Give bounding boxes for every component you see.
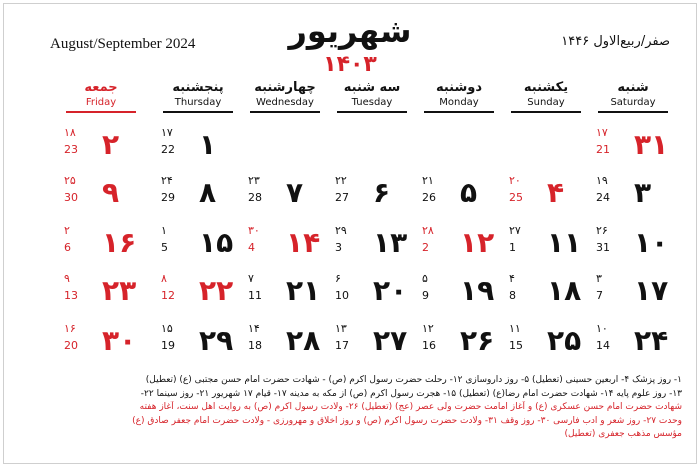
gregorian-day-number: 8 [509,289,516,302]
hijri-day-number: ۱۳ [335,322,347,335]
hijri-day-number: ۷ [248,272,254,285]
gregorian-day-number: 10 [335,289,349,302]
hijri-day-number: ۱۵ [161,322,173,335]
persian-year: ۱۴۰۳ [323,52,377,77]
hijri-day-number: ۲۵ [64,174,76,187]
weekday-header [414,80,504,108]
holiday-line: شهادت حضرت امام حسن عسکری (ع) و آغاز امامت حضرت ولی عصر (عج) (تعطیل) ۲۶- ولادت رسول اکرم (ص) به روایت اهل سنت، آغاز هفته [139,402,682,412]
hijri-day-number: ۱ [161,224,167,237]
persian-month-title: شهریور [288,12,412,50]
weekday-fa-label: شنبه [617,80,649,95]
gregorian-day-number: 19 [161,339,175,352]
weekday-fa-label: پنجشنبه [172,80,224,95]
gregorian-day-number: 3 [335,241,342,254]
hijri-month-title: صفر/ربیع‌الاول ۱۴۴۶ [561,34,670,49]
day-cell[interactable] [242,316,328,366]
weekday-en-label: Saturday [610,97,656,108]
gregorian-day-number: 12 [161,289,175,302]
hijri-day-number: ۸ [161,272,167,285]
gregorian-day-number: 11 [248,289,262,302]
hijri-day-number: ۳۰ [248,224,260,237]
hijri-day-number: ۲۹ [335,224,347,237]
weekday-fa-label: دوشنبه [435,80,483,95]
gregorian-day-number: 1 [509,241,516,254]
weekday-underline [163,111,233,113]
persian-day-number: ۱۰ [634,226,669,259]
gregorian-day-number: 27 [335,191,349,204]
gregorian-day-number: 15 [509,339,523,352]
persian-day-number: ۸ [199,176,217,209]
weekday-fa-label: جمعه [84,80,118,95]
gregorian-day-number: 7 [596,289,603,302]
weekday-header [327,80,417,108]
weekday-underline [424,111,494,113]
persian-day-number: ۳۰ [102,324,137,357]
weekday-header [153,80,243,108]
gregorian-day-number: 17 [335,339,349,352]
gregorian-day-number: 23 [64,143,78,156]
hijri-day-number: ۲۶ [596,224,608,237]
hijri-day-number: ۵ [422,272,428,285]
weekday-en-label: Tuesday [351,97,393,108]
persian-day-number: ۱۸ [547,274,582,307]
gregorian-day-number: 28 [248,191,262,204]
weekday-header [240,80,330,108]
day-cell[interactable] [503,316,589,366]
hijri-day-number: ۲۲ [335,174,347,187]
persian-day-number: ۳ [634,176,652,209]
persian-day-number: ۶ [373,176,391,209]
hijri-day-number: ۱۰ [596,322,608,335]
persian-day-number: ۱۳ [373,226,408,259]
hijri-day-number: ۲ [64,224,70,237]
persian-day-number: ۲۷ [373,324,408,357]
persian-day-number: ۱۹ [460,274,495,307]
day-cell[interactable] [503,168,589,218]
hijri-day-number: ۲۴ [161,174,173,187]
weekday-en-label: Wednesday [256,97,314,108]
gregorian-day-number: 9 [422,289,429,302]
gregorian-day-number: 6 [64,241,71,254]
day-cell[interactable] [329,266,415,316]
day-cell[interactable] [590,316,676,366]
persian-day-number: ۱۱ [547,226,582,259]
holiday-line: وحدت ۲۷- روز شعر و ادب فارسی ۳۰- روز وقف ۳۱- ولادت حضرت رسول اکرم (ص) و روز اخلاق و مهرورزی - ولادت حضرت امام جعفر صادق (ع) [132,415,682,426]
day-cell[interactable] [58,316,144,366]
weekday-underline [66,111,136,113]
gregorian-day-number: 4 [248,241,255,254]
day-cell[interactable] [242,168,328,218]
gregorian-day-number: 29 [161,191,175,204]
day-cell[interactable] [503,218,589,268]
gregorian-day-number: 18 [248,339,262,352]
day-cell[interactable] [242,266,328,316]
hijri-day-number: ۱۹ [596,174,608,187]
hijri-day-number: ۶ [335,272,341,285]
persian-day-number: ۹ [102,176,120,209]
hijri-day-number: ۲۳ [248,174,260,187]
weekday-underline [337,111,407,113]
day-cell[interactable] [416,168,502,218]
gregorian-month-title: August/September 2024 [50,36,196,52]
day-cell[interactable] [416,316,502,366]
persian-day-number: ۲۸ [286,324,321,357]
hijri-day-number: ۱۸ [64,126,76,139]
persian-day-number: ۱۵ [199,226,234,259]
persian-day-number: ۲۲ [199,274,234,307]
persian-day-number: ۱۲ [460,226,495,259]
holiday-line: ۱۳- روز علوم پایه ۱۴- شهادت حضرت امام رضا(ع) (تعطیل) ۱۵- هجرت رسول اکرم (ص) از مکه به مدینه ۱۷- قیام ۱۷ شهریور ۲۱- روز سینما ۲۲- [140,388,682,399]
persian-day-number: ۲۶ [460,324,495,357]
weekday-underline [598,111,668,113]
persian-day-number: ۱۶ [102,226,137,259]
gregorian-day-number: 13 [64,289,78,302]
persian-day-number: ۷ [286,176,304,209]
weekday-underline [511,111,581,113]
hijri-day-number: ۲۱ [422,174,434,187]
persian-day-number: ۲۰ [373,274,408,307]
gregorian-day-number: 22 [161,143,175,156]
gregorian-day-number: 2 [422,241,429,254]
day-cell[interactable] [242,218,328,268]
persian-day-number: ۱۴ [286,226,321,259]
hijri-day-number: ۱۱ [509,322,521,335]
weekday-fa-label: یکشنبه [523,80,569,95]
day-cell[interactable] [590,218,676,268]
day-cell[interactable] [155,218,241,268]
hijri-day-number: ۱۶ [64,322,76,335]
gregorian-day-number: 31 [596,241,610,254]
gregorian-day-number: 30 [64,191,78,204]
weekday-fa-label: چهارشنبه [254,80,316,95]
day-cell[interactable] [329,168,415,218]
weekday-header [588,80,678,108]
persian-day-number: ۲۳ [102,274,137,307]
day-cell[interactable] [58,218,144,268]
weekday-en-label: Monday [439,97,479,108]
persian-day-number: ۲۴ [634,324,669,357]
holiday-line: ۱- روز پزشک ۴- اربعین حسینی (تعطیل) ۵- روز داروسازی ۱۲- رحلت حضرت رسول اکرم (ص) - شهادت حضرت امام حسن مجتبی (ع) (تعطیل) [145,375,682,385]
weekday-fa-label: سه شنبه [343,80,401,95]
holiday-notes [18,374,682,442]
persian-day-number: ۴ [547,176,565,209]
weekday-header [56,80,146,108]
persian-day-number: ۲ [102,128,120,161]
persian-day-number: ۲۱ [286,274,321,307]
day-cell[interactable] [155,266,241,316]
hijri-day-number: ۳ [596,272,602,285]
day-cell[interactable] [416,266,502,316]
gregorian-day-number: 14 [596,339,610,352]
persian-day-number: ۱۷ [634,274,669,307]
gregorian-day-number: 26 [422,191,436,204]
persian-day-number: ۳۱ [634,128,669,161]
day-cell[interactable] [155,316,241,366]
hijri-day-number: ۱۷ [161,126,173,139]
persian-day-number: ۱ [199,128,217,161]
day-cell[interactable] [58,266,144,316]
hijri-day-number: ۲۸ [422,224,434,237]
day-cell[interactable] [329,316,415,366]
gregorian-day-number: 5 [161,241,168,254]
day-cell[interactable] [416,218,502,268]
weekday-en-label: Thursday [174,97,222,108]
day-cell[interactable] [58,120,144,170]
day-cell[interactable] [58,168,144,218]
holiday-line: مؤسس مذهب جعفری (تعطیل) [564,429,682,439]
hijri-day-number: ۴ [509,272,515,285]
weekday-header [501,80,591,108]
day-cell[interactable] [590,266,676,316]
hijri-day-number: ۱۷ [596,126,608,139]
weekday-en-label: Friday [85,97,117,108]
persian-day-number: ۵ [460,176,478,209]
gregorian-day-number: 20 [64,339,78,352]
hijri-day-number: ۱۲ [422,322,434,335]
persian-day-number: ۲۹ [199,324,234,357]
hijri-day-number: ۱۴ [248,322,260,335]
hijri-day-number: ۲۰ [509,174,521,187]
day-cell[interactable] [590,168,676,218]
persian-day-number: ۲۵ [547,324,582,357]
hijri-day-number: ۲۷ [509,224,521,237]
day-cell[interactable] [503,266,589,316]
gregorian-day-number: 25 [509,191,523,204]
gregorian-day-number: 24 [596,191,610,204]
day-cell[interactable] [155,168,241,218]
weekday-underline [250,111,320,113]
day-cell[interactable] [590,120,676,170]
gregorian-day-number: 21 [596,143,610,156]
gregorian-day-number: 16 [422,339,436,352]
hijri-day-number: ۹ [64,272,70,285]
day-cell[interactable] [155,120,241,170]
day-cell[interactable] [329,218,415,268]
weekday-en-label: Sunday [527,97,565,108]
